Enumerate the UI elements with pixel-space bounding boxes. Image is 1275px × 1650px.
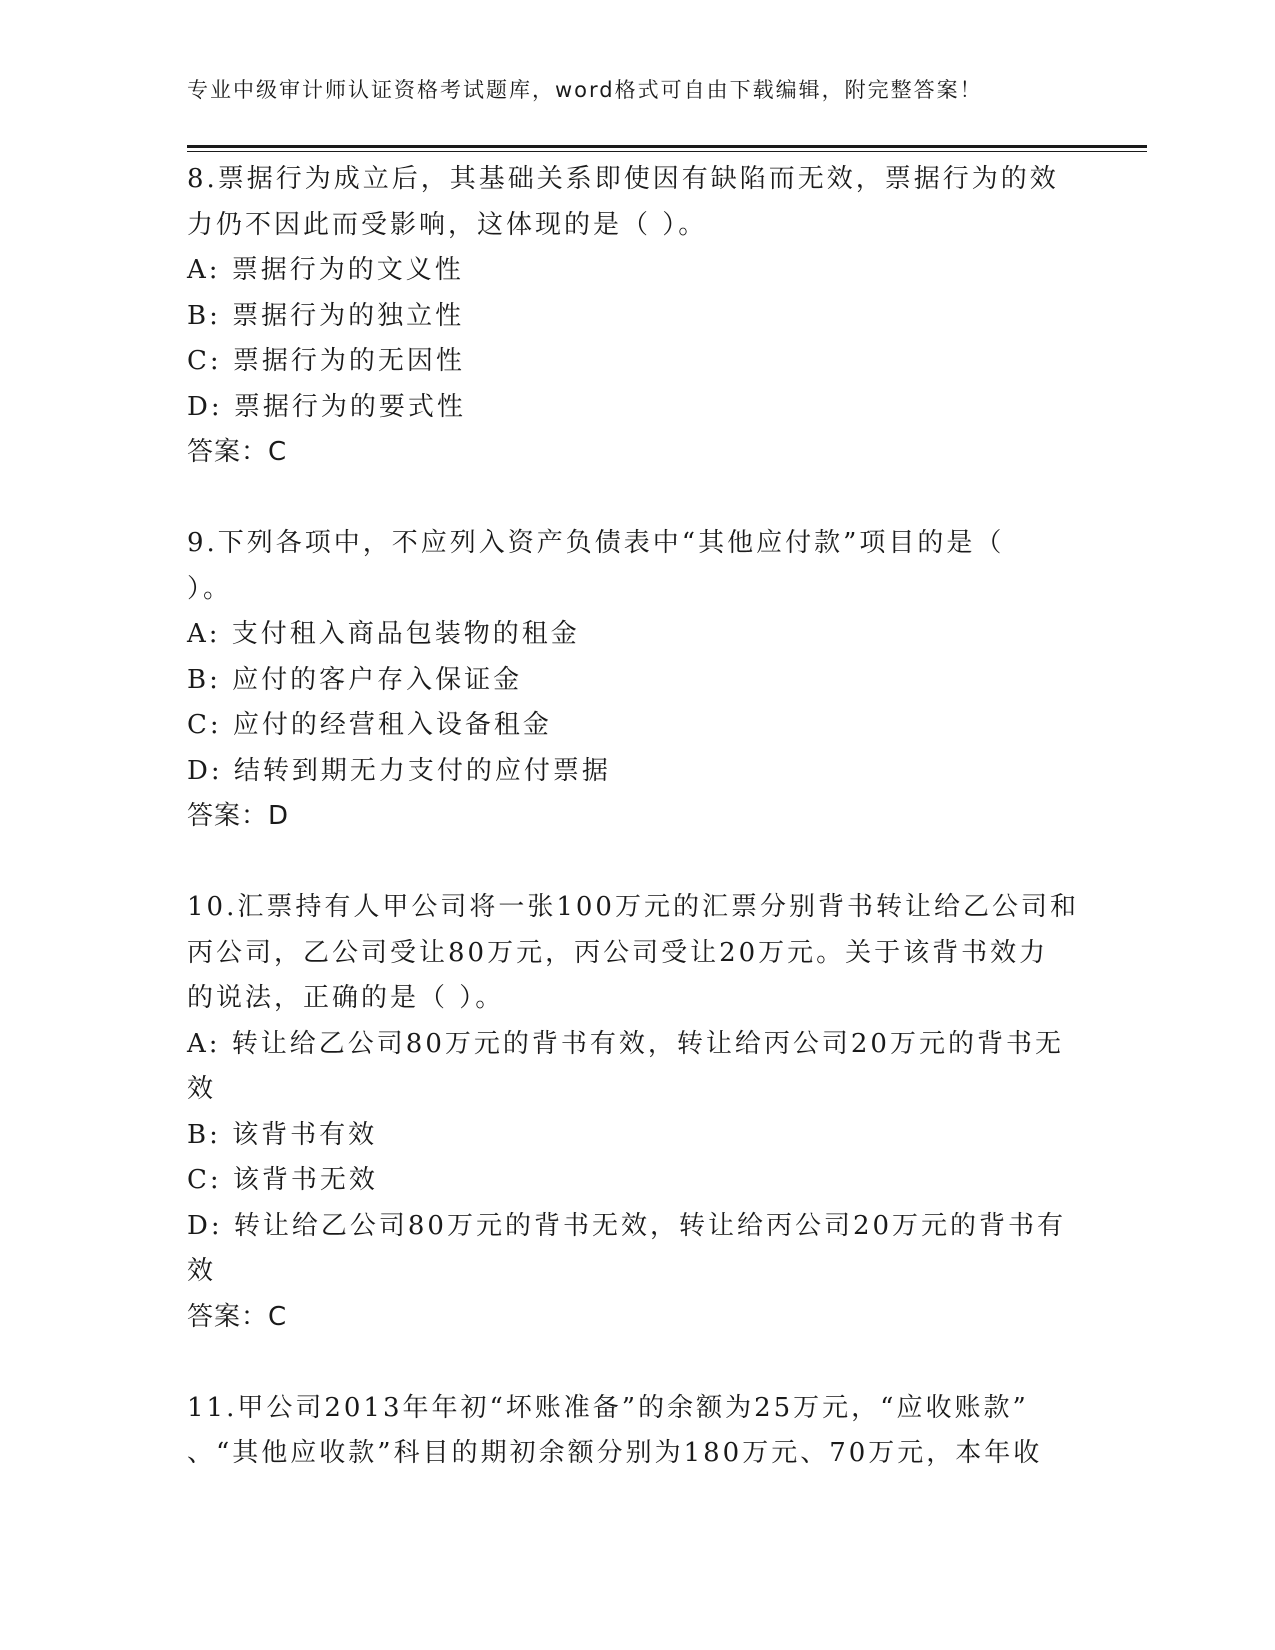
option-a: A: 支付租入商品包装物的租金 <box>187 619 580 649</box>
option-c: C: 应付的经营租入设备租金 <box>187 710 552 740</box>
spacer <box>187 840 1087 886</box>
answer-line: 答案：C <box>187 437 288 467</box>
question-8 <box>187 157 1087 476</box>
question-stem-line: 、“其他应收款”科目的期初余额分别为180万元、70万元，本年收 <box>187 1438 1043 1468</box>
question-list <box>187 157 1087 1477</box>
question-stem-line: 11.甲公司2013年年初“坏账准备”的余额为25万元，“应收账款” <box>187 1392 1029 1423</box>
header-rule-thick <box>187 145 1147 148</box>
answer-line: 答案：D <box>187 801 290 831</box>
question-11 <box>187 1386 1087 1477</box>
option-a: A: 转让给乙公司80万元的背书有效，转让给丙公司20万元的背书无 <box>187 1028 1064 1059</box>
question-stem-line: 9.下列各项中，不应列入资产负债表中“其他应付款”项目的是（ <box>187 528 1005 558</box>
question-stem-line: 丙公司，乙公司受让80万元，丙公司受让20万元。关于该背书效力 <box>187 937 1049 968</box>
question-stem-line: 8.票据行为成立后，其基础关系即使因有缺陷而无效，票据行为的效 <box>187 164 1059 194</box>
answer-line: 答案：C <box>187 1301 288 1332</box>
option-b: B: 该背书有效 <box>187 1119 378 1150</box>
option-d: D: 转让给乙公司80万元的背书无效，转让给丙公司20万元的背书有 <box>187 1210 1067 1241</box>
option-d-continued: 效 <box>187 1256 217 1286</box>
page-header: 专业中级审计师认证资格考试题库，word格式可自由下载编辑，附完整答案！ <box>187 78 983 102</box>
spacer <box>187 1340 1087 1386</box>
question-stem-line: 10.汇票持有人甲公司将一张100万元的汇票分别背书转让给乙公司和 <box>187 892 1079 922</box>
option-d: D: 结转到期无力支付的应付票据 <box>187 755 611 786</box>
spacer <box>187 476 1087 522</box>
option-c: C: 该背书无效 <box>187 1165 378 1195</box>
option-b: B: 应付的客户存入保证金 <box>187 664 523 695</box>
option-a: A: 票据行为的文义性 <box>187 255 464 285</box>
question-9 <box>187 521 1087 840</box>
option-b: B: 票据行为的独立性 <box>187 300 465 331</box>
question-stem-line: 的说法，正确的是（ ）。 <box>187 983 505 1013</box>
question-stem-line: ）。 <box>187 573 233 604</box>
header-rule-thin <box>187 151 1147 152</box>
question-stem-line: 力仍不因此而受影响，这体现的是（ ）。 <box>187 209 708 240</box>
question-10 <box>187 885 1087 1340</box>
option-c: C: 票据行为的无因性 <box>187 346 465 376</box>
option-d: D: 票据行为的要式性 <box>187 391 466 422</box>
option-a-continued: 效 <box>187 1074 217 1104</box>
